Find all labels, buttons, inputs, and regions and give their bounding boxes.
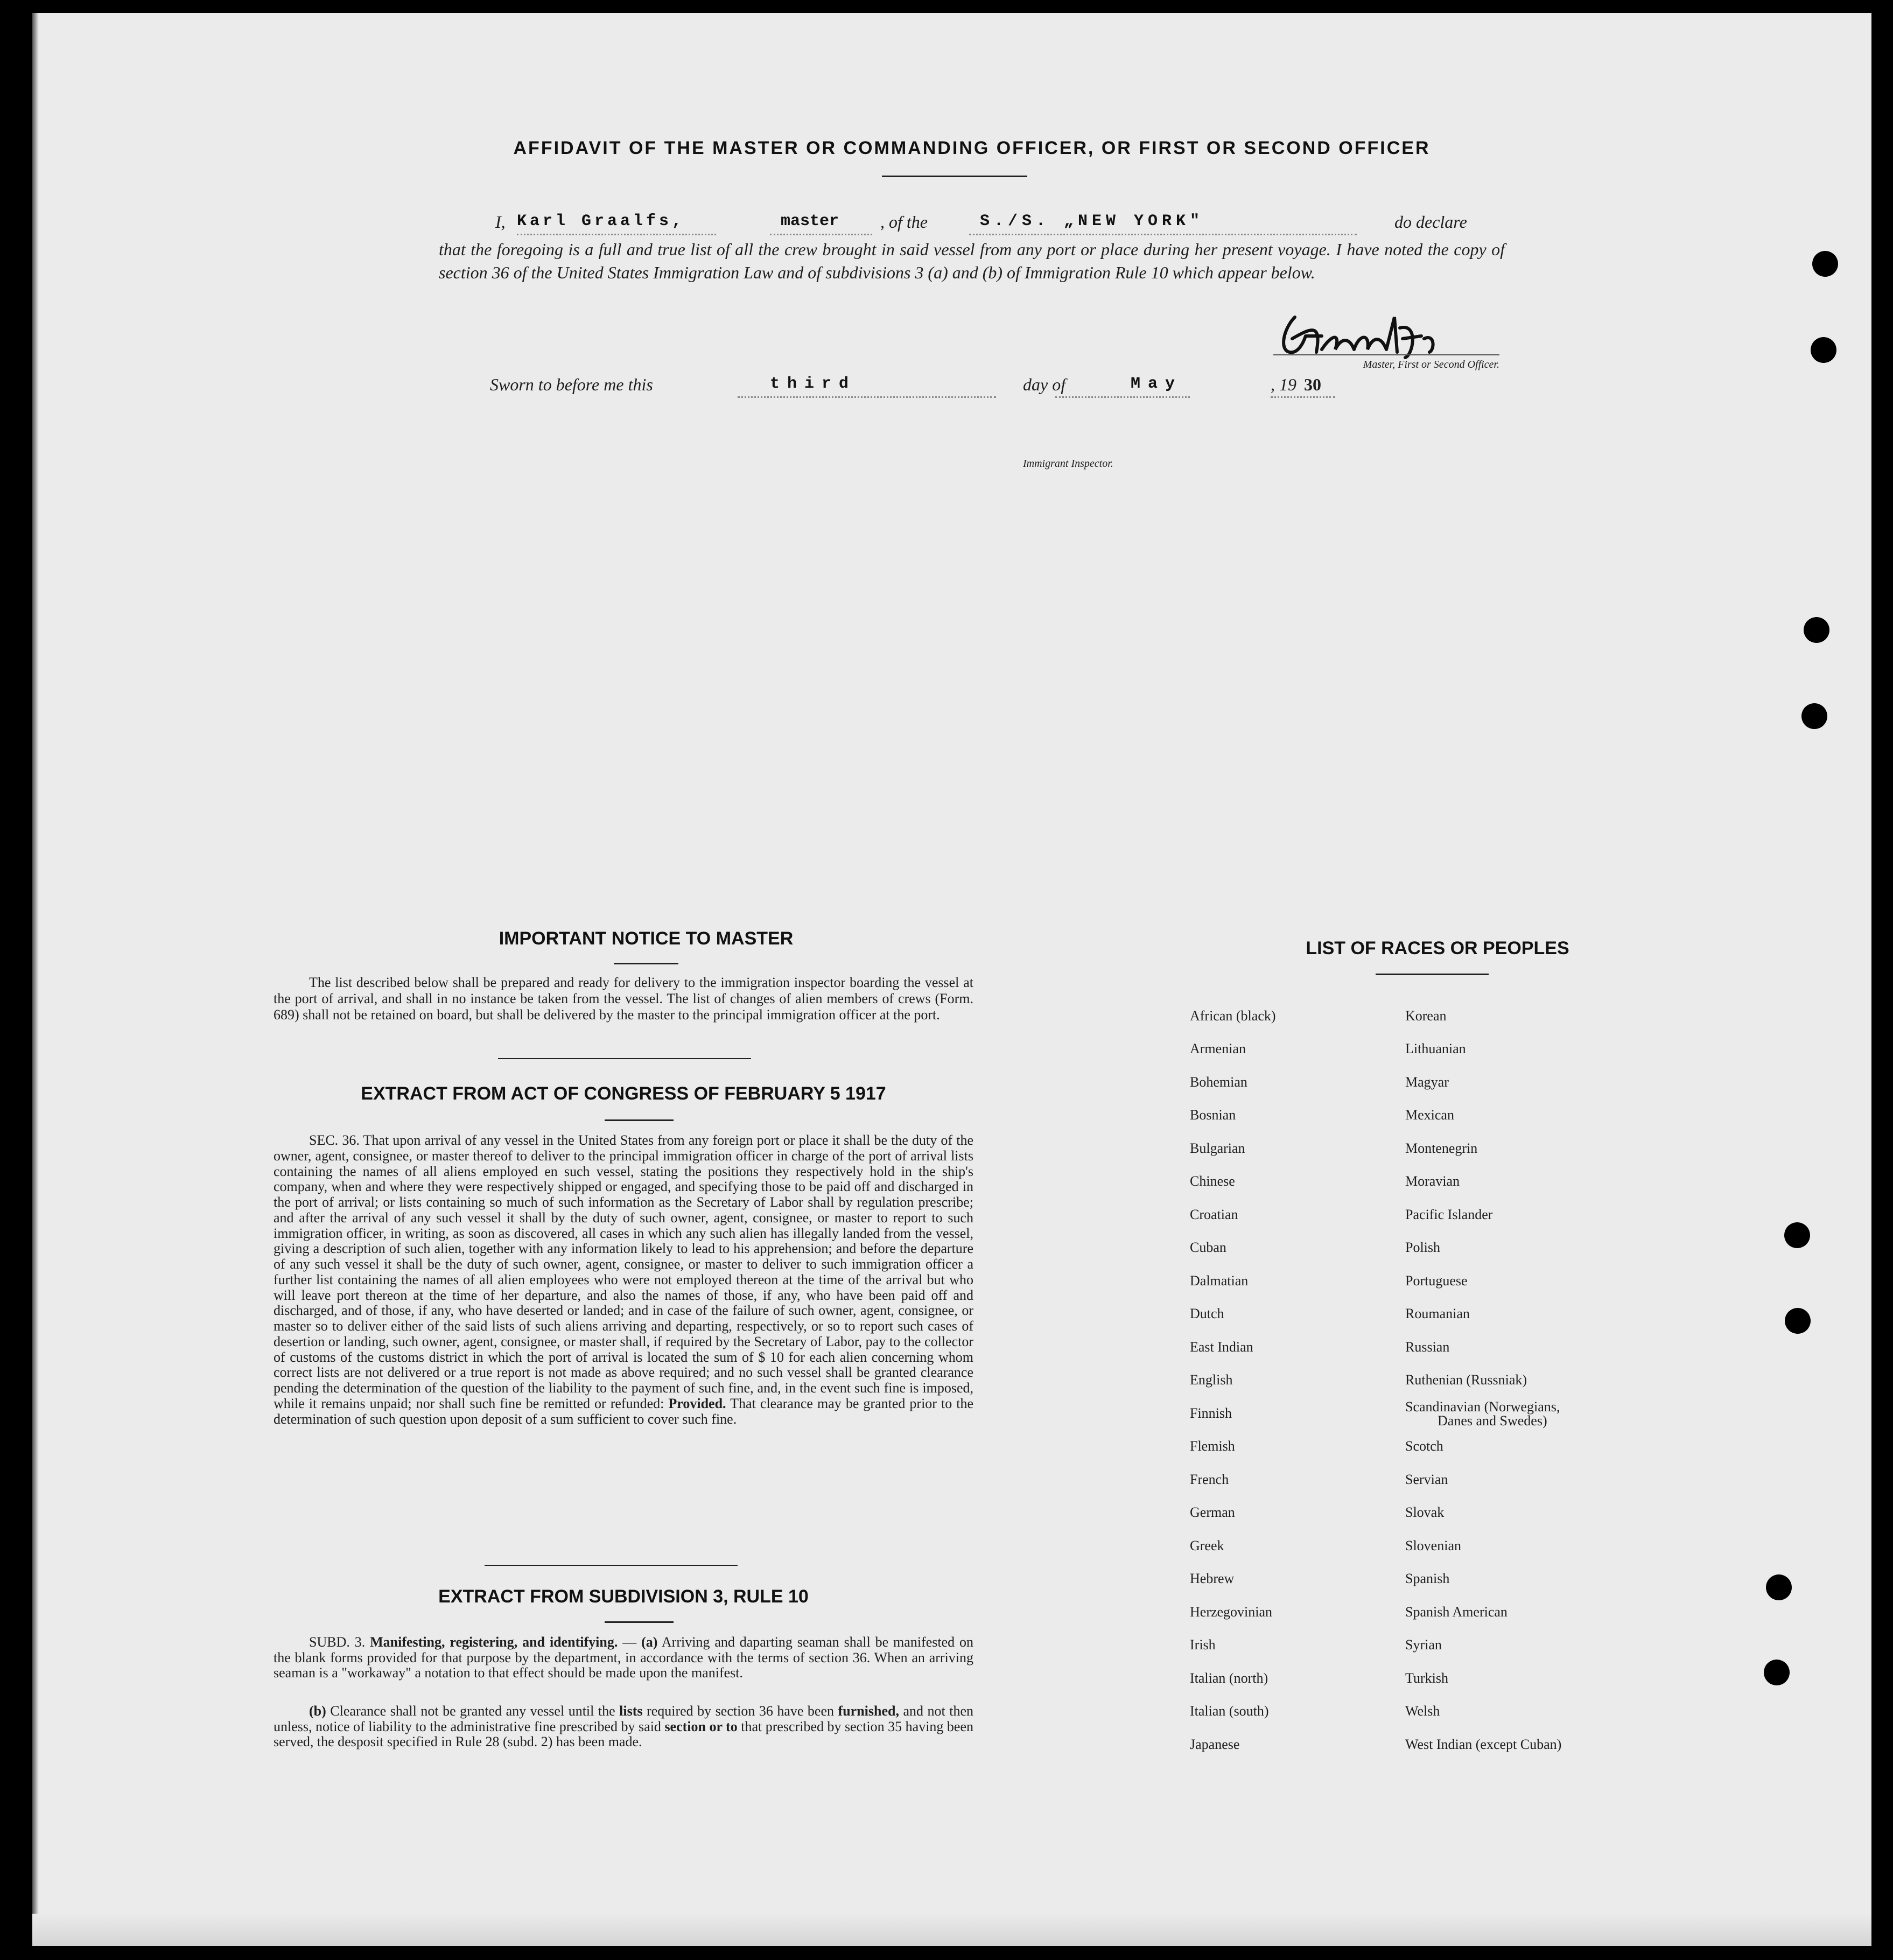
race-item: French <box>1190 1472 1229 1487</box>
vessel-name: S./S. „NEW YORK" <box>980 212 1204 230</box>
sworn-month: May <box>1131 375 1183 393</box>
race-item: Syrian <box>1405 1637 1442 1653</box>
race-item: Bosnian <box>1190 1107 1236 1123</box>
year-prefix: , 19 <box>1271 375 1296 394</box>
race-item: German <box>1190 1504 1235 1520</box>
race-item: Flemish <box>1190 1438 1235 1454</box>
race-item: Spanish <box>1405 1571 1450 1586</box>
act-text <box>274 1133 973 1427</box>
act-body-end: That clearance may be granted prior to the determination of such question upon deposit of a sum sufficient to cover such fine. <box>274 1395 974 1427</box>
punch-hole <box>1812 251 1838 277</box>
rule-title: EXTRACT FROM SUBDIVISION 3, RULE 10 <box>438 1586 809 1607</box>
subd-label: SUBD. 3. <box>309 1634 366 1650</box>
subd-b-text-1: Clearance shall not be granted any vessel until the <box>330 1703 615 1719</box>
subd-b-section: section or to <box>664 1718 738 1734</box>
race-item: Dalmatian <box>1190 1273 1249 1289</box>
punch-hole <box>1804 617 1829 643</box>
race-item: East Indian <box>1190 1339 1253 1355</box>
title-rule <box>882 176 1027 177</box>
race-item: Greek <box>1190 1538 1224 1553</box>
notice-text: The list described below shall be prepared and ready for delivery to the immigration inspector boarding the vessel at the port of arrival, and shall in no instance be taken from the vessel. The list of changes of alien members of crews (Form. 689) shall not be retained on board, but shall be delivered by the master to the principal immigration officer at the port. <box>274 975 973 1023</box>
subd-a-label: (a) <box>641 1634 658 1650</box>
signature-graphic <box>1273 306 1489 360</box>
declarant-prefix: I, <box>495 212 506 232</box>
do-declare-label: do declare <box>1394 212 1467 232</box>
subd-b-text-4: that prescribed by section 35 having been served, the desposit specified in Rule 28 (subd. 2) has been made. <box>274 1718 974 1749</box>
punch-hole <box>1811 337 1836 363</box>
punch-hole <box>1784 1222 1810 1248</box>
race-item: Scandinavian (Norwegians, <box>1405 1399 1560 1415</box>
race-item: Moravian <box>1405 1173 1460 1189</box>
race-item: Herzegovinian <box>1190 1604 1273 1620</box>
race-item: Magyar <box>1405 1074 1449 1090</box>
signature <box>1273 306 1489 360</box>
declarant-name: Karl Graalfs, <box>517 212 685 230</box>
race-item: Pacific Islander <box>1405 1207 1493 1222</box>
race-item: Chinese <box>1190 1173 1235 1189</box>
subd-b-label: (b) <box>309 1703 326 1719</box>
punch-hole <box>1766 1574 1792 1600</box>
declarant-rank: master <box>781 212 839 230</box>
sworn-prefix: Sworn to before me this <box>490 375 653 394</box>
race-item: West Indian (except Cuban) <box>1405 1737 1562 1752</box>
inspector-caption: Immigrant Inspector. <box>1023 458 1113 470</box>
race-item: Turkish <box>1405 1670 1448 1686</box>
subd-b-text-3: and not then unless, notice of liability to the administrative fine prescribed by said <box>274 1703 974 1734</box>
race-item: Lithuanian <box>1405 1041 1466 1056</box>
race-item: English <box>1190 1372 1233 1388</box>
race-item: Slovenian <box>1405 1538 1461 1553</box>
sworn-year: 30 <box>1304 375 1321 394</box>
race-item: Armenian <box>1190 1041 1246 1056</box>
race-item: Hebrew <box>1190 1571 1235 1586</box>
race-item: Spanish American <box>1405 1604 1508 1620</box>
race-item: Bohemian <box>1190 1074 1247 1090</box>
subd-b-lists: lists <box>619 1703 643 1719</box>
sworn-day: third <box>770 375 857 393</box>
act-body: SEC. 36. That upon arrival of any vessel in the United States from any foreign port or place it shall be the duty of the owner, agent, consignee, or master thereof to deliver to the principal immigration officer in charge of the port of arrival lists containing the names of all aliens employed en such vessel, stating the positions they respectively hold in the ship's company, when and where they were respectively shipped or engaged, and specifying those to be paid off and discharged in the port of arrival; or lists containing so much of such information as the Secretary of Labor shall by regulation prescribe; and after the arrival of any such vessel it shall by the duty of such owner, agent, consignee, or master to report to such immigration officer, in writing, as soon as discovered, all cases in which any such alien has illegally landed from the vessel, giving a description of such alien, together with any information likely to lead to his apprehension; and before the departure of any such vessel it shall be the duty of such owner, agent, consignee, or master to deliver to such immigration officer a further list containing the names of all alien employees who were not employed thereon at the time of the arrival but who will leave port thereon at the time of her departure, and also the names of those, if any, who have been paid off and discharged, and of those, if any, who have deserted or landed; and in case of the failure of such owner, agent, consignee, or master so to deliver either of the said lists of such aliens arriving and departing, respectively, or so to report such cases of desertion or landing, such owner, agent, consignee, or master shall, if required by the Secretary of Labor, pay to the collector of customs of the customs district in which the port of arrival is located the sum of $ 10 for each alien concerning whom correct lists are not delivered or a true report is not made as above required; and no such vessel shall be granted clearance pending the determination of the question of the liability to the payment of such fine, and, in the event such fine is imposed, while it remains unpaid; nor shall such fine be remitted or refunded: <box>274 1132 973 1411</box>
punch-hole <box>1764 1660 1790 1685</box>
race-item: Scotch <box>1405 1438 1443 1454</box>
race-item: Slovak <box>1405 1504 1445 1520</box>
race-item: Cuban <box>1190 1240 1226 1255</box>
affidavit-title: AFFIDAVIT OF THE MASTER OR COMMANDING OFFICER, OR FIRST OR SECOND OFFICER <box>513 138 1431 158</box>
race-item: Roumanian <box>1405 1306 1470 1321</box>
races-right-column <box>1405 1008 1707 1773</box>
race-item: Welsh <box>1405 1703 1440 1719</box>
paper-edge-shadow <box>32 13 39 1946</box>
race-item: Russian <box>1405 1339 1450 1355</box>
races-title: LIST OF RACES OR PEOPLES <box>1306 938 1569 958</box>
punch-hole <box>1785 1308 1811 1334</box>
race-item: Ruthenian (Russniak) <box>1405 1372 1527 1388</box>
race-item: African (black) <box>1190 1008 1276 1024</box>
subd-a-text: Arriving and daparting seaman shall be manifested on the blank forms provided for that purpose by the department, in accordance with the terms of section 36. When an arriving seaman is a "workaway" a notation to that effect should be made upon the manifest. <box>274 1634 974 1681</box>
race-item: Japanese <box>1190 1737 1240 1752</box>
subd-heading: Manifesting, registering, and identifying. <box>370 1634 618 1650</box>
race-item: Italian (north) <box>1190 1670 1268 1686</box>
signature-caption: Master, First or Second Officer. <box>1363 359 1499 370</box>
race-item: Bulgarian <box>1190 1140 1245 1156</box>
day-of-label: day of <box>1023 375 1066 394</box>
act-title: EXTRACT FROM ACT OF CONGRESS OF FEBRUARY 5 1917 <box>361 1083 886 1104</box>
race-item: Dutch <box>1190 1306 1224 1321</box>
race-item: Polish <box>1405 1240 1441 1255</box>
subd-b-furnished: furnished, <box>838 1703 899 1719</box>
subd-b-text-2: required by section 36 have been <box>647 1703 835 1719</box>
race-item: Montenegrin <box>1405 1140 1478 1156</box>
declaration-text: that the foregoing is a full and true list of all the crew brought in said vessel from any port or place during her present voyage. I have noted the copy of section 36 of the United States Immigration Law and of subdivisions 3 (a) and (b) of Immigration Rule 10 which appear below. <box>439 240 1505 282</box>
rule-subd-a: SUBD. 3. Manifesting, registering, and identifying. — (a) Arriving and daparting seaman shall be manifested on the blank forms provided for that purpose by the department, in accordance with the terms of section 36. When an arriving seaman is a "workaway" a notation to that effect should be made upon the manifest. <box>274 1634 974 1681</box>
of-the-label: , of the <box>880 212 928 232</box>
document-page <box>32 13 1871 1946</box>
race-item: Korean <box>1405 1008 1447 1024</box>
race-item-continuation: Danes and Swedes) <box>1438 1413 1547 1429</box>
race-item: Servian <box>1405 1472 1448 1487</box>
race-item: Croatian <box>1190 1207 1238 1222</box>
rule-subd-b <box>274 1704 973 1750</box>
race-item: Finnish <box>1190 1405 1232 1421</box>
race-item: Portuguese <box>1405 1273 1468 1289</box>
race-item: Italian (south) <box>1190 1703 1269 1719</box>
race-item: Irish <box>1190 1637 1216 1653</box>
race-item: Mexican <box>1405 1107 1454 1123</box>
paper-edge-shadow <box>32 1914 1871 1946</box>
punch-hole <box>1801 703 1827 729</box>
act-provided: Provided. <box>668 1395 726 1411</box>
notice-title: IMPORTANT NOTICE TO MASTER <box>499 928 794 949</box>
